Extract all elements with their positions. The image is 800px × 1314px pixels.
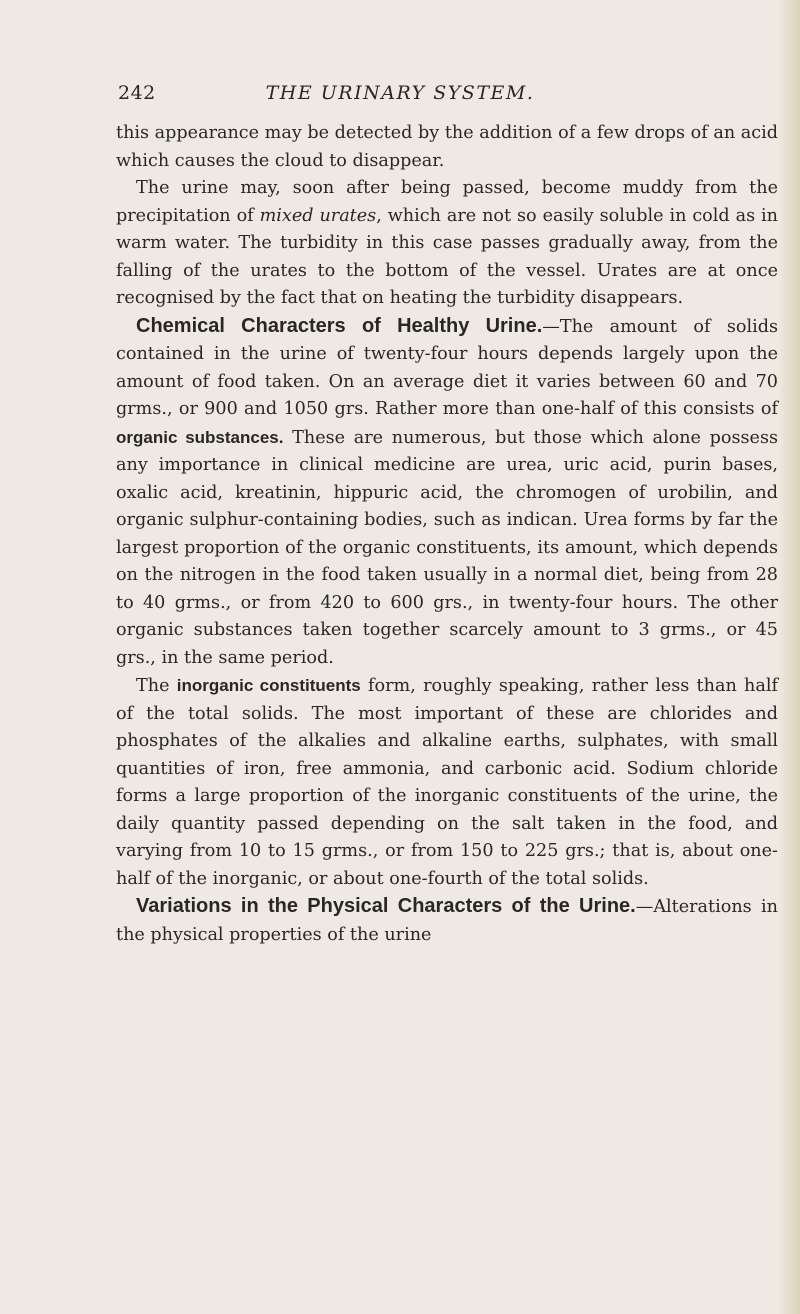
paragraph-chemical-characters	[116, 313, 778, 673]
paragraph-inorganic-constituents	[116, 672, 778, 893]
text-run: These are numerous, but those which alone possess any importance in clinical medicine are urea, uric acid, purin bases, oxalic acid, kreatinin, hippuric acid, the chromogen of urobilin, and organic sulphur-containing bodies, such as indican. Urea forms by far the largest proportion of the organic constituents, its amount, which depends on the nitrogen in the food taken usually in a normal diet, being from 28 to 40 grms., or from 420 to 600 grs., in twenty-four hours. The other organic substances taken together scarcely amount to 3 grms., or 45 grs., in the same period.	[116, 427, 778, 668]
section-heading-variations: Variations in the Physical Characters of the Urine.	[136, 895, 636, 917]
body-text	[116, 120, 778, 949]
section-heading-chemical-characters: Chemical Characters of Healthy Urine.	[136, 314, 543, 337]
paragraph-variations	[116, 893, 778, 949]
text-run: —The amount of solids contained in the urine of twenty-four hours depends largely upon the amount of food taken. On an average diet it varies between 60 and 70 grms., or 900 and 1050 grs. Rather more than one-half of this consists of	[116, 316, 778, 419]
italic-term-mixed-urates: mixed urates	[259, 205, 377, 226]
bold-term-organic-substances: organic substances.	[116, 427, 284, 447]
running-head: THE URINARY SYSTEM.	[265, 82, 535, 104]
bold-term-inorganic-constituents: inorganic constituents	[176, 676, 361, 695]
text-run: The	[136, 676, 177, 696]
paragraph-mixed-urates	[116, 175, 778, 313]
text-run: The urine may, soon after being passed, become muddy from the precipitation of	[116, 178, 778, 226]
text-run: form, roughly speaking, rather less than half of the total solids. The most important of these are chlorides and phosphates of the alkalies and alkaline earths, sulphates, with small quantities of iron, free ammonia, and carbonic acid. Sodium chloride forms a large proportion of the inorganic constituents of the urine, the daily quantity passed depending on the salt taken in the food, and varying from 10 to 15 grms., or from 150 to 225 grs.; that is, about one-half of the inorganic, or about one-fourth of the total solids.	[116, 676, 779, 889]
text-run: , which are not so easily soluble in cold as in warm water. The turbidity in this case passes gradually away, from the falling of the urates to the bottom of the vessel. Urates are at once recognised by the fact that on heating the turbidity disappears.	[116, 205, 778, 308]
page-header	[0, 82, 800, 112]
page-edge-shadow	[778, 0, 800, 1314]
paragraph-continuation: this appearance may be detected by the addition of a few drops of an acid which causes the cloud to disappear.	[116, 123, 778, 171]
page-number: 242	[118, 82, 156, 104]
text-run: —Alterations in the physical properties of the urine	[116, 897, 778, 945]
